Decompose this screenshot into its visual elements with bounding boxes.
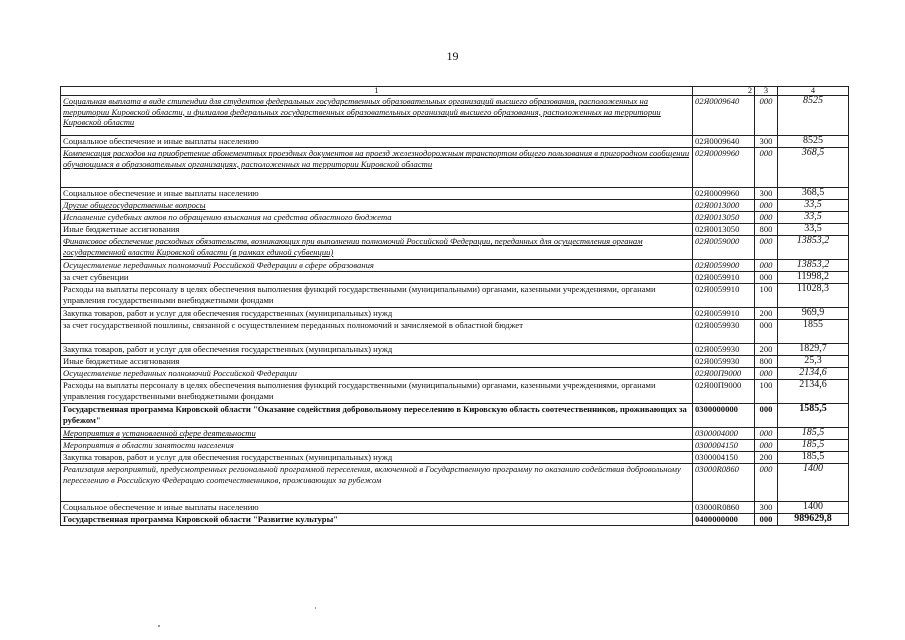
row-name: Иные бюджетные ассигнования <box>63 356 180 366</box>
row-code: 03000R0860 <box>693 502 755 514</box>
row-code: 02Я0059930 <box>693 356 755 368</box>
row-name-cell <box>61 260 693 272</box>
row-name: Другие общегосударственные вопросы <box>63 200 206 210</box>
row-code: 02Я0059000 <box>693 236 755 260</box>
row-type: 200 <box>755 344 778 356</box>
row-code: 0300004150 <box>693 452 755 464</box>
page-number: 19 <box>446 49 459 63</box>
row-name-cell <box>61 188 693 200</box>
row-name-cell <box>61 464 693 502</box>
row-type: 000 <box>755 440 778 452</box>
row-name-cell <box>61 428 693 440</box>
row-type: 100 <box>755 380 778 404</box>
row-name-cell <box>61 96 693 136</box>
row-name: Закупка товаров, работ и услуг для обеспечения государственных (муниципальных) нужд <box>63 344 393 354</box>
row-type: 000 <box>755 272 778 284</box>
row-type: 200 <box>755 452 778 464</box>
row-name: Осуществление переданных полномочий Российской Федерации в сфере образования <box>63 260 374 270</box>
table-row <box>61 212 849 224</box>
row-code: 0300004000 <box>693 428 755 440</box>
row-amount: 33,5 <box>778 200 849 212</box>
row-type: 000 <box>755 464 778 502</box>
row-name: за счет государственной пошлины, связанной с осуществлением переданных полномочий и зачисляемой в областной бюджет <box>63 320 523 330</box>
row-amount: 25,3 <box>778 356 849 368</box>
row-code: 02Я0059930 <box>693 344 755 356</box>
table-row <box>61 308 849 320</box>
row-amount: 185,5 <box>778 452 849 464</box>
row-amount: 368,5 <box>778 148 849 188</box>
column-number-row <box>61 87 849 96</box>
row-amount: 989629,8 <box>778 514 849 526</box>
column-number-3: 3 <box>755 87 778 96</box>
row-name: Иные бюджетные ассигнования <box>63 224 180 234</box>
row-amount: 8525 <box>778 136 849 148</box>
table-row <box>61 260 849 272</box>
row-type: 000 <box>755 260 778 272</box>
row-type: 000 <box>755 96 778 136</box>
row-name: Государственная программа Кировской области "Развитие культуры" <box>63 514 339 524</box>
row-name: Закупка товаров, работ и услуг для обеспечения государственных (муниципальных) нужд <box>63 452 393 462</box>
table-row <box>61 380 849 404</box>
row-amount: 1829,7 <box>778 344 849 356</box>
table-row <box>61 284 849 308</box>
row-code: 0300000000 <box>693 404 755 428</box>
row-type: 000 <box>755 212 778 224</box>
row-code: 02Я0059910 <box>693 272 755 284</box>
row-name-cell <box>61 502 693 514</box>
row-name: Компенсация расходов на приобретение абонементных проездных документов на проезд железнодорожным транспортом общего пользования в пригородном сообщении обучающимся в образовательных организациях, расположенных на территории Кировской области <box>63 148 690 169</box>
row-type: 300 <box>755 502 778 514</box>
row-amount: 368,5 <box>778 188 849 200</box>
table-row <box>61 368 849 380</box>
row-type: 000 <box>755 320 778 344</box>
table-row <box>61 224 849 236</box>
row-name-cell <box>61 356 693 368</box>
row-amount: 1585,5 <box>778 404 849 428</box>
table-row <box>61 148 849 188</box>
row-type: 800 <box>755 356 778 368</box>
row-name-cell <box>61 200 693 212</box>
row-name-cell <box>61 284 693 308</box>
row-amount: 969,9 <box>778 308 849 320</box>
row-name-cell <box>61 272 693 284</box>
row-name: Осуществление переданных полномочий Российской Федерации <box>63 368 297 378</box>
row-type: 000 <box>755 514 778 526</box>
table-row <box>61 514 849 526</box>
row-amount: 185,5 <box>778 440 849 452</box>
row-amount: 1855 <box>778 320 849 344</box>
row-type: 000 <box>755 236 778 260</box>
row-code: 0300004150 <box>693 440 755 452</box>
row-name-cell <box>61 404 693 428</box>
row-code: 02Я0059910 <box>693 308 755 320</box>
row-type: 300 <box>755 136 778 148</box>
budget-table <box>60 86 849 526</box>
table-row <box>61 136 849 148</box>
row-code: 02Я0009640 <box>693 136 755 148</box>
row-code: 02Я0013050 <box>693 212 755 224</box>
table-row <box>61 452 849 464</box>
row-name-cell <box>61 136 693 148</box>
row-name: Исполнение судебных актов по обращению взыскания на средства областного бюджета <box>63 212 392 222</box>
row-name-cell <box>61 148 693 188</box>
row-name-cell <box>61 368 693 380</box>
row-amount: 13853,2 <box>778 236 849 260</box>
row-amount: 11998,2 <box>778 272 849 284</box>
row-code: 02Я00П9000 <box>693 380 755 404</box>
row-name: Социальное обеспечение и иные выплаты населению <box>63 188 259 198</box>
row-name: Закупка товаров, работ и услуг для обеспечения государственных (муниципальных) нужд <box>63 308 393 318</box>
table-row <box>61 188 849 200</box>
row-name-cell <box>61 212 693 224</box>
row-name: Социальное обеспечение и иные выплаты населению <box>63 136 259 146</box>
row-name-cell <box>61 344 693 356</box>
row-code: 02Я0013000 <box>693 200 755 212</box>
row-amount: 33,5 <box>778 212 849 224</box>
row-name: Расходы на выплаты персоналу в целях обеспечения выполнения функций государственными (муниципальными) органами, казенными учреждениями, органами управления государственными внебюджетными фондами <box>63 284 656 305</box>
scan-speck <box>315 607 316 609</box>
row-type: 000 <box>755 368 778 380</box>
row-name: за счет субвенции <box>63 272 129 282</box>
row-code: 03000R0860 <box>693 464 755 502</box>
row-type: 200 <box>755 308 778 320</box>
table-row <box>61 344 849 356</box>
row-amount: 33,5 <box>778 224 849 236</box>
table-row <box>61 236 849 260</box>
row-amount: 1400 <box>778 502 849 514</box>
row-name-cell <box>61 440 693 452</box>
row-amount: 2134,6 <box>778 368 849 380</box>
row-code: 02Я0059900 <box>693 260 755 272</box>
row-amount: 2134,6 <box>778 380 849 404</box>
scan-speck <box>158 625 160 627</box>
row-name: Мероприятия в установленной сфере деятельности <box>63 428 256 438</box>
row-type: 000 <box>755 404 778 428</box>
row-name: Государственная программа Кировской области "Оказание содействия добровольному переселению в Кировскую область соотечественников, проживающих за рубежом" <box>63 404 687 425</box>
row-code: 0400000000 <box>693 514 755 526</box>
row-amount: 1400 <box>778 464 849 502</box>
row-name-cell <box>61 514 693 526</box>
row-name: Мероприятия в области занятости населения <box>63 440 234 450</box>
row-code: 02Я0013050 <box>693 224 755 236</box>
row-type: 300 <box>755 188 778 200</box>
row-code: 02Я0059910 <box>693 284 755 308</box>
table-row <box>61 502 849 514</box>
row-amount: 11028,3 <box>778 284 849 308</box>
row-name: Расходы на выплаты персоналу в целях обеспечения выполнения функций государственными (муниципальными) органами, казенными учреждениями, органами управления государственными внебюджетными фондами <box>63 380 656 401</box>
row-name-cell <box>61 224 693 236</box>
row-name-cell <box>61 452 693 464</box>
row-code: 02Я0009960 <box>693 148 755 188</box>
row-name: Финансовое обеспечение расходных обязательств, возникающих при выполнении полномочий Российской Федерации, переданных для осуществления органам государственной власти Кировской области (в рамках единой субвенции) <box>63 236 643 257</box>
column-number-1: 1 <box>61 87 693 96</box>
row-code: 02Я0059930 <box>693 320 755 344</box>
row-type: 100 <box>755 284 778 308</box>
row-name: Социальное обеспечение и иные выплаты населению <box>63 502 259 512</box>
row-amount: 185,5 <box>778 428 849 440</box>
table-row <box>61 428 849 440</box>
row-type: 000 <box>755 200 778 212</box>
row-name-cell <box>61 380 693 404</box>
row-name: Реализация мероприятий, предусмотренных региональной программой переселения, включенной в Государственную программу по оказанию содействия добровольному переселению в Российскую Федерацию соотечественников, проживающих за рубежом <box>63 464 681 485</box>
table-row <box>61 320 849 344</box>
table-row <box>61 272 849 284</box>
row-name: Социальная выплата в виде стипендии для студентов федеральных государственных образовательных организаций высшего образования, расположенных на территории Кировской области, и филиалов федеральных государственных образовательных организаций высшего образования, расположенных на территории Кировской области <box>63 96 661 128</box>
row-code: 02Я0009640 <box>693 96 755 136</box>
table-row <box>61 356 849 368</box>
row-type: 000 <box>755 428 778 440</box>
row-type: 800 <box>755 224 778 236</box>
row-amount: 8525 <box>778 96 849 136</box>
row-code: 02Я00П9000 <box>693 368 755 380</box>
row-name-cell <box>61 308 693 320</box>
column-number-2: 2 <box>693 87 755 96</box>
table-row <box>61 464 849 502</box>
table-row <box>61 440 849 452</box>
table-row <box>61 96 849 136</box>
table-row <box>61 404 849 428</box>
row-name-cell <box>61 236 693 260</box>
column-number-4: 4 <box>778 87 849 96</box>
row-type: 000 <box>755 148 778 188</box>
budget-table-body <box>61 87 849 526</box>
row-name-cell <box>61 320 693 344</box>
row-code: 02Я0009960 <box>693 188 755 200</box>
table-row <box>61 200 849 212</box>
row-amount: 13853,2 <box>778 260 849 272</box>
